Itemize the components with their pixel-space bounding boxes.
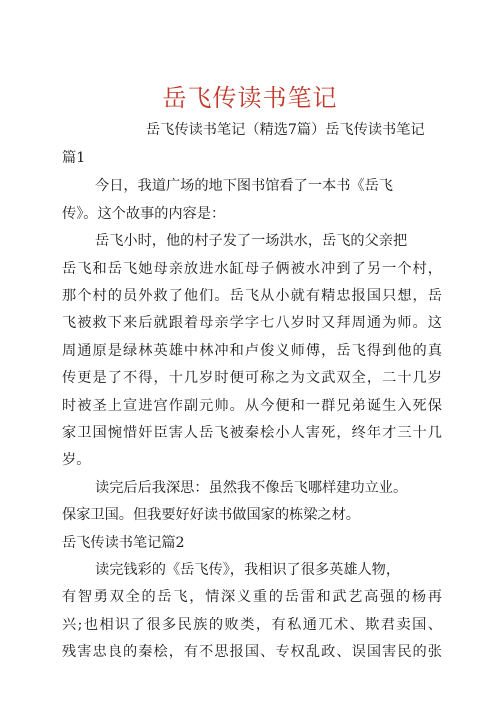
subtitle-line: 岳飞传读书笔记（精选7篇）岳飞传读书笔记 (146, 122, 425, 138)
paragraph-line: 那个村的员外救了他们。岳飞从小就有精忠报国只想，岳 (62, 288, 442, 304)
paragraph-line: 今日，我道广场的地下图书馆看了一本书《岳飞 (95, 178, 393, 194)
paragraph-line: 飞被救下来后就跟着母亲学字七八岁时又拜周通为师。这 (62, 315, 442, 331)
paragraph-line: 兴;也相识了很多民族的败类，有私通兀术、欺君卖国、 (62, 617, 442, 633)
paragraph-line: 读完后后我深思：虽然我不像岳飞哪样建功立业。 (95, 480, 408, 496)
paragraph-line: 传》。这个故事的内容是： (62, 206, 226, 222)
paragraph-line: 岁。 (62, 452, 91, 468)
paragraph-line: 读完钱彩的《岳飞传》，我相识了很多英雄人物， (95, 562, 401, 578)
document-title: 岳飞传读书笔记 (162, 84, 338, 112)
paragraph-line: 传更是了不得，十几岁时便可称之为文武双全，二十几岁 (62, 370, 442, 386)
section-heading-2: 岳飞传读书笔记篇2 (62, 535, 185, 551)
paragraph-line: 岳飞和岳飞她母亲放进水缸母子俩被水冲到了另一个村， (62, 261, 442, 277)
paragraph-line: 岳飞小时，他的村子发了一场洪水，岳飞的父亲把 (95, 233, 408, 249)
section-label-1: 篇1 (62, 150, 86, 166)
paragraph-line: 有智勇双全的岳飞，情深义重的岳雷和武艺高强的杨再 (62, 589, 442, 605)
paragraph-line: 保家卫国。但我要好好读书做国家的栋梁之材。 (62, 507, 360, 523)
paragraph-line: 周通原是绿林英雄中林冲和卢俊义师傅，岳飞得到他的真 (62, 343, 442, 359)
paragraph-line: 家卫国惋惜奸臣害人岳飞被秦桧小人害死，终年才三十几 (62, 425, 442, 441)
paragraph-line: 时被圣上宣进宫作副元帅。从今便和一群兄弟诞生入死保 (62, 398, 442, 414)
paragraph-line: 残害忠良的秦桧，有不思报国、专权乱政、误国害民的张 (62, 644, 442, 660)
